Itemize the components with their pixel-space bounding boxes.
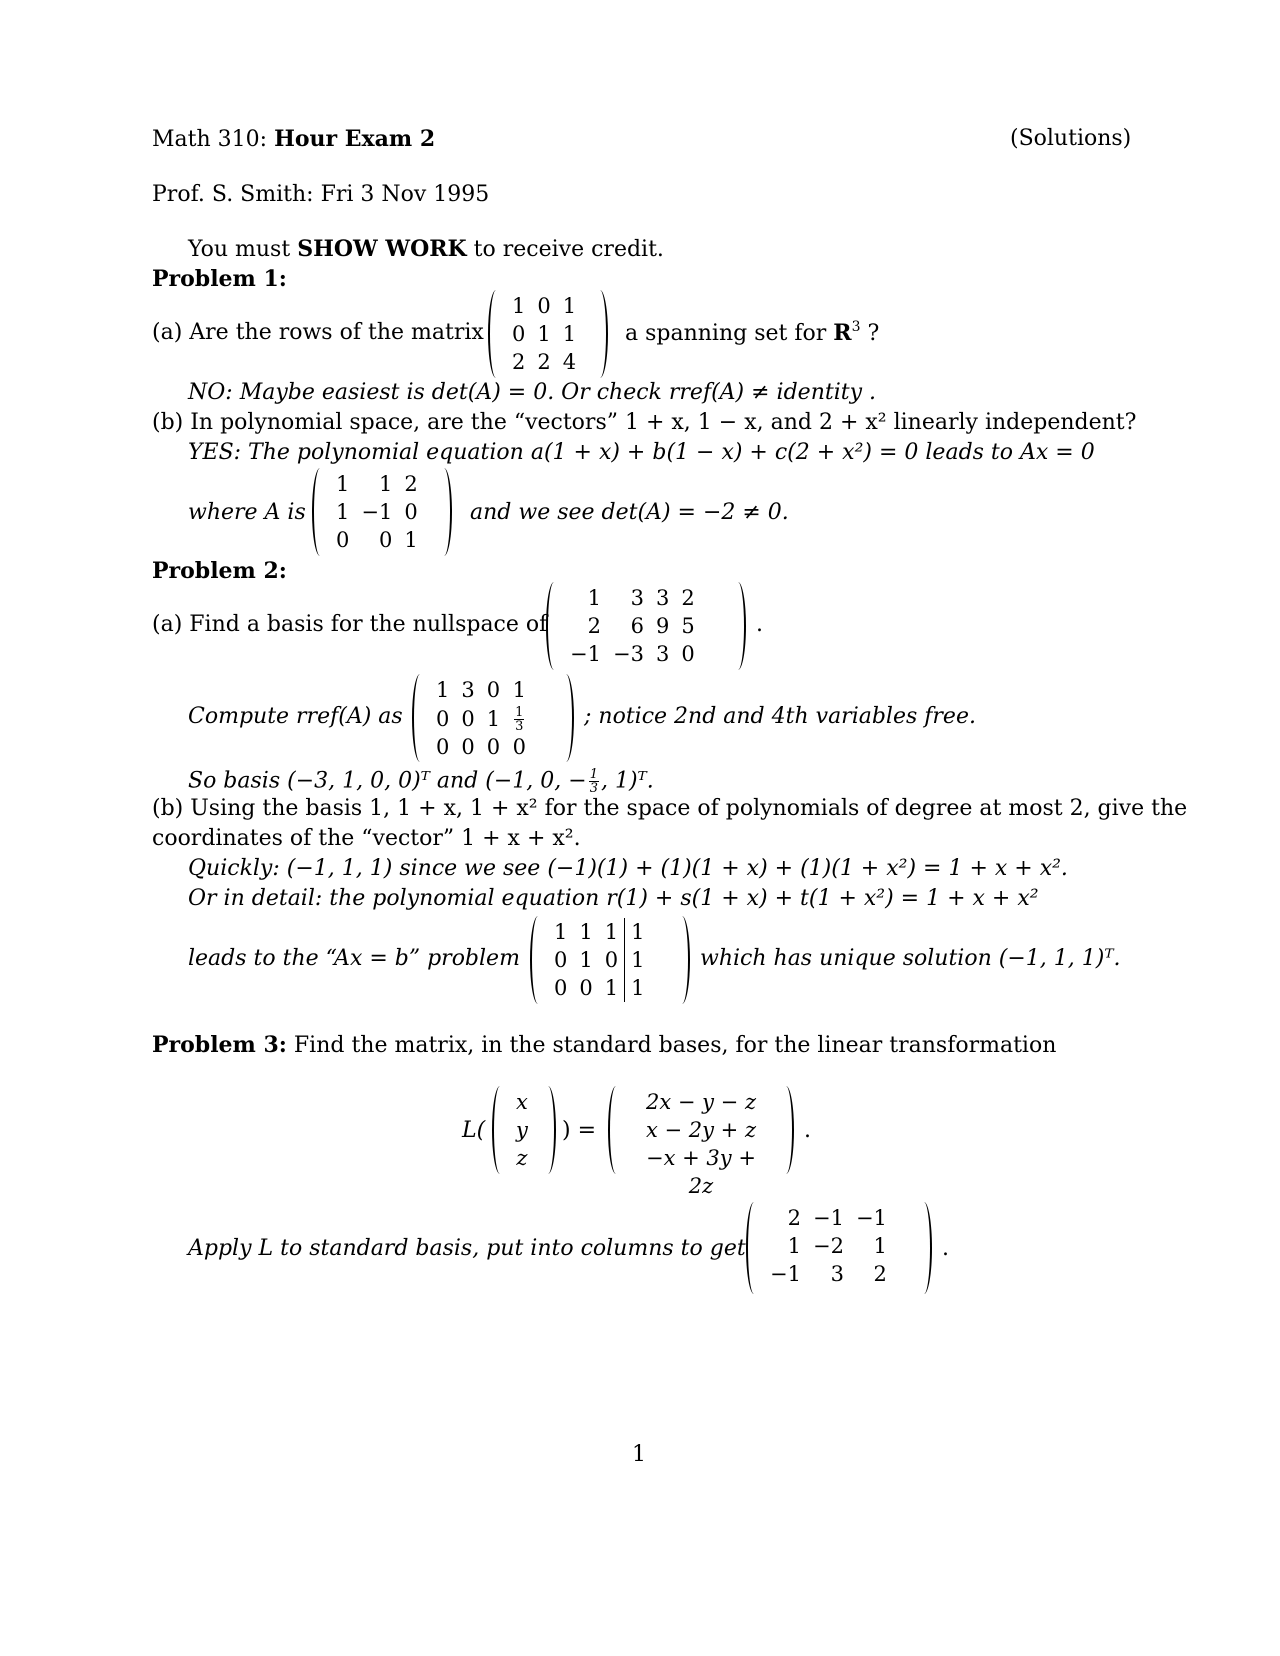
- exam-title: Hour Exam 2: [274, 126, 436, 152]
- matrix-cell: 1: [512, 678, 526, 702]
- instructions: You must SHOW WORK to receive credit.: [188, 236, 664, 262]
- matrix-cell: 1: [604, 976, 619, 1000]
- matrix-cell: 1: [336, 500, 350, 524]
- matrix-cell: 0: [336, 528, 350, 552]
- matrix-cell: −1: [570, 642, 601, 666]
- problem-1a-matrix: [488, 290, 608, 378]
- course-title: [152, 128, 435, 151]
- matrix-cell: x: [516, 1090, 528, 1114]
- matrix-cell: 0: [378, 528, 393, 552]
- solutions-label: (Solutions): [1010, 126, 1132, 151]
- matrix-cell: 1: [537, 322, 551, 346]
- problem-2b-leads: leads to the “Ax = b” problem: [188, 946, 520, 971]
- professor-line: Prof. S. Smith: Fri 3 Nov 1995: [152, 182, 490, 207]
- matrix-cell: 1: [625, 946, 651, 974]
- matrix-cell: 1: [562, 322, 577, 346]
- matrix-cell: 2x − y − z: [645, 1090, 757, 1114]
- problem-1a-answer: NO: Maybe easiest is det(A) = 0. Or check rref(A) ≠ identity .: [188, 380, 876, 405]
- result-matrix: [746, 1202, 932, 1294]
- matrix-cell: 0: [461, 706, 475, 731]
- problem-2b-quick: Quickly: (−1, 1, 1) since we see (−1)(1) + (1)(1 + x) + (1)(1 + x²) = 1 + x + x².: [188, 856, 1068, 881]
- one-third-fraction: $\frac{1}{3}$: [589, 767, 598, 796]
- matrix-cell: 3: [461, 678, 475, 702]
- matrix-cell: 1: [436, 678, 450, 702]
- matrix-cell: 1: [562, 294, 577, 318]
- matrix-cell: 1: [579, 948, 593, 972]
- matrix-cell: 0: [681, 642, 695, 666]
- matrix-cell: 2: [512, 350, 526, 374]
- rref-label: Compute rref(A) as: [188, 704, 403, 729]
- problem-1a-prompt: (a) Are the rows of the matrix: [152, 320, 484, 345]
- problem-1b-where: where A is: [188, 500, 306, 525]
- matrix-cell: 2: [587, 614, 601, 638]
- matrix-cell: −1: [361, 500, 393, 524]
- matrix-cell: 2: [537, 350, 551, 374]
- matrix-cell: 6: [630, 614, 644, 638]
- matrix-cell: 1: [336, 472, 350, 496]
- matrix-cell: −x + 3y + 2z: [646, 1146, 756, 1198]
- matrix-cell: 1: [587, 586, 601, 610]
- matrix-cell: −1: [812, 1206, 844, 1230]
- matrix-cell: 0: [512, 735, 526, 759]
- problem-1-heading: Problem 1:: [152, 266, 287, 292]
- equals-sign: ) =: [562, 1118, 597, 1143]
- transform-L: L(: [462, 1118, 486, 1143]
- problem-3-period-2: .: [942, 1236, 949, 1261]
- matrix-cell: 0: [461, 735, 475, 759]
- matrix-cell: 4: [562, 350, 577, 374]
- problem-1a-tail: a spanning set for $R^3$ ?: [625, 319, 880, 346]
- problem-1b-det: and we see det(A) = −2 ≠ 0.: [470, 500, 789, 525]
- problem-1b-answer: YES: The polynomial equation a(1 + x) + b(1 − x) + c(2 + x²) = 0 leads to Ax = 0: [188, 440, 1095, 465]
- matrix-cell: −2: [812, 1234, 844, 1258]
- problem-2b-line2: coordinates of the “vector” 1 + x + x².: [152, 826, 581, 851]
- fraction: $\frac{1}{3}$: [515, 705, 524, 734]
- rref-note: ; notice 2nd and 4th variables free.: [584, 704, 976, 729]
- matrix-cell: 1: [579, 920, 593, 944]
- matrix-cell: x − 2y + z: [645, 1118, 757, 1142]
- matrix-cell: 0: [404, 500, 418, 524]
- matrix-cell: 2: [681, 586, 695, 610]
- matrix-cell: 3: [655, 586, 670, 610]
- matrix-cell: z: [516, 1146, 528, 1170]
- matrix-cell: 0: [486, 735, 501, 759]
- matrix-cell: 2: [404, 472, 418, 496]
- matrix-cell: 0: [604, 948, 619, 972]
- matrix-cell: −3: [612, 642, 644, 666]
- matrix-cell: 1: [625, 918, 651, 946]
- page-number: 1: [632, 1442, 646, 1467]
- matrix-cell: 3: [655, 642, 670, 666]
- problem-2-heading: Problem 2:: [152, 558, 287, 584]
- problem-2a-matrix: [546, 582, 746, 670]
- matrix-cell: 1: [787, 1234, 801, 1258]
- matrix-cell: 1: [486, 706, 501, 731]
- matrix-cell: −1: [770, 1262, 801, 1286]
- rref-matrix: [412, 674, 574, 762]
- matrix-cell: 0: [554, 976, 568, 1000]
- problem-2b-line1: (b) Using the basis 1, 1 + x, 1 + x² for the space of polynomials of degree at most 2, give the: [152, 796, 1188, 821]
- problem-2b-solution: which has unique solution (−1, 1, 1)ᵀ.: [700, 946, 1121, 971]
- matrix-cell: 1: [404, 528, 418, 552]
- problem-1b-matrix: [312, 468, 452, 556]
- matrix-cell: 1: [554, 920, 568, 944]
- output-vector: [608, 1086, 794, 1198]
- matrix-cell: 1: [625, 974, 651, 1002]
- matrix-cell: 0: [512, 322, 526, 346]
- augmented-matrix: [530, 916, 690, 1004]
- course-label: Math 310:: [152, 127, 268, 152]
- matrix-cell: 1: [512, 294, 526, 318]
- matrix-cell: 0: [436, 706, 450, 731]
- matrix-cell: [506, 704, 532, 733]
- matrix-cell: 2: [873, 1262, 887, 1286]
- matrix-cell: 5: [681, 614, 695, 638]
- matrix-cell: 0: [537, 294, 551, 318]
- matrix-cell: 9: [655, 614, 670, 638]
- problem-2a-prompt: (a) Find a basis for the nullspace of: [152, 612, 548, 637]
- problem-1b-prompt: (b) In polynomial space, are the “vectors” 1 + x, 1 − x, and 2 + x² linearly independent?: [152, 410, 1137, 435]
- problem-3-period: .: [804, 1118, 811, 1143]
- matrix-cell: 0: [436, 735, 450, 759]
- matrix-cell: 0: [486, 678, 501, 702]
- problem-3-answer: Apply L to standard basis, put into columns to get: [188, 1236, 746, 1261]
- problem-2b-detail: Or in detail: the polynomial equation r(1) + s(1 + x) + t(1 + x²) = 1 + x + x²: [188, 886, 1039, 911]
- matrix-cell: y: [516, 1118, 528, 1142]
- problem-3-prompt: Problem 3: Find the matrix, in the standard bases, for the linear transformation: [152, 1032, 1057, 1058]
- matrix-cell: −1: [855, 1206, 887, 1230]
- matrix-cell: 3: [830, 1262, 844, 1286]
- matrix-cell: 1: [873, 1234, 887, 1258]
- matrix-cell: 2: [787, 1206, 801, 1230]
- input-vector: [492, 1086, 556, 1174]
- matrix-cell: 1: [378, 472, 393, 496]
- problem-2a-period: .: [756, 612, 763, 637]
- matrix-cell: 0: [579, 976, 593, 1000]
- nullspace-basis: So basis (−3, 1, 0, 0)ᵀ and (−1, 0, − $\frac{1}{3}$ , 1)ᵀ.: [188, 767, 654, 796]
- matrix-cell: 0: [554, 948, 568, 972]
- matrix-cell: 3: [630, 586, 644, 610]
- matrix-cell: 1: [604, 920, 619, 944]
